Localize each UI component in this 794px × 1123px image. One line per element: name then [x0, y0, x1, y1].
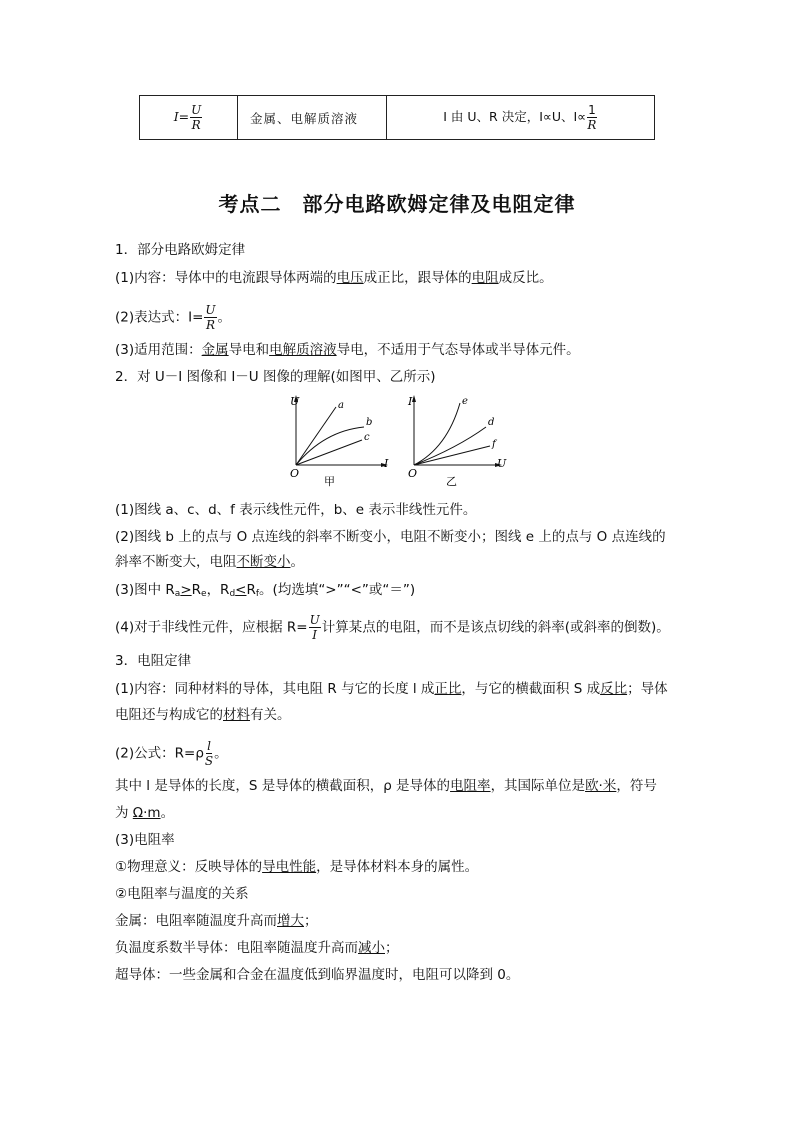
figure-caption: 甲	[324, 475, 335, 488]
text: ；	[385, 940, 399, 956]
curve-label-c: c	[364, 432, 370, 443]
s3-definition-2	[115, 803, 685, 823]
s3-temperature-heading: ②电阻率与温度的关系	[115, 886, 249, 902]
fraction-denominator: R	[587, 118, 597, 132]
x-axis-label: U	[497, 457, 507, 470]
answer-blank: >	[180, 582, 192, 598]
answer-blank: Ω·m	[132, 805, 161, 821]
s3-content-2	[115, 705, 685, 725]
description-cell	[387, 96, 655, 140]
text: 电阻还与构成它的	[115, 707, 223, 723]
summary-table	[139, 95, 655, 140]
s3-sub-heading: (3)电阻率	[115, 832, 175, 848]
text: ，与它的横截面积 S 成	[461, 681, 601, 697]
s3-content-1	[115, 679, 685, 699]
description-text: I 由 U、R 决定，I∝U、I∝	[443, 109, 587, 124]
s3-definition-1	[115, 776, 685, 796]
subscript: e	[201, 589, 207, 599]
text: ；导体	[627, 681, 668, 697]
text: R	[191, 582, 202, 598]
p4-fraction	[309, 614, 321, 641]
figure-yi	[402, 393, 514, 493]
text: (3)图中 R	[115, 582, 175, 598]
subscript: a	[174, 589, 181, 599]
s3-metal	[115, 911, 685, 931]
fraction-denominator: S	[204, 754, 214, 768]
text: ，是导体材料本身的属性。	[316, 859, 479, 875]
answer-blank: 电阻	[471, 270, 499, 286]
text: 成正比，跟导体的	[363, 270, 472, 286]
fraction-denominator: R	[205, 318, 215, 332]
arrow-icon	[412, 395, 416, 402]
answer-blank: <	[235, 582, 247, 598]
fraction-numerator: U	[205, 303, 216, 317]
formula-lhs: I=	[173, 109, 190, 124]
curve-d	[414, 427, 486, 465]
text: ，其国际单位是	[490, 778, 586, 794]
curve-b	[296, 427, 364, 465]
s2-p3	[115, 580, 685, 604]
answer-blank: 不断变小	[236, 554, 291, 570]
x-axis-label: I	[384, 457, 389, 470]
s2-heading: 2．对 U－I 图像和 I－U 图像的理解(如图甲、乙所示)	[115, 369, 436, 385]
s3-formula	[115, 740, 685, 767]
answer-blank: 材料	[223, 707, 250, 723]
fraction-denominator: R	[191, 118, 201, 132]
fraction-numerator: 1	[588, 103, 596, 117]
s3-superconductor: 超导体：一些金属和合金在温度低到临界温度时，电阻可以降到 0。	[115, 967, 520, 983]
formula-cell	[140, 96, 238, 140]
y-axis-label: U	[290, 395, 300, 408]
s2-p2b	[115, 552, 685, 572]
fraction-numerator: U	[191, 103, 202, 117]
description-fraction	[587, 104, 597, 131]
curve-label-f: f	[492, 439, 496, 450]
text: 成反比。	[498, 270, 553, 286]
s2-p2a: (2)图线 b 上的点与 O 点连线的斜率不断变小，电阻不断变小；图线 e 上的点与 O 点连线的	[115, 529, 666, 545]
answer-blank: 电阻率	[450, 778, 491, 794]
answer-blank: 减小	[358, 940, 385, 956]
answer-blank: 金属	[201, 342, 229, 358]
table-row	[140, 96, 655, 140]
s2-p4	[115, 614, 685, 641]
text: (2)公式：R=ρ	[115, 745, 204, 762]
text: 其中 l 是导体的长度，S 是导体的横截面积，ρ 是导体的	[115, 778, 451, 794]
text: ①物理意义：反映导体的	[115, 859, 263, 875]
origin-label: O	[408, 467, 418, 480]
formula-fraction	[205, 740, 213, 767]
curve-a	[296, 407, 336, 465]
figure-caption: 乙	[446, 475, 457, 488]
s3-heading: 3．电阻定律	[115, 653, 192, 669]
text: ，R	[206, 582, 230, 598]
text: 。	[160, 805, 175, 821]
text: 斜率不断变大，电阻	[115, 554, 237, 570]
expr-fraction	[204, 304, 216, 331]
text: 。	[217, 309, 232, 326]
formula-fraction	[190, 104, 202, 131]
text: 金属：电阻率随温度升高而	[115, 913, 277, 929]
answer-blank: 增大	[277, 913, 304, 929]
section-title: 考点二 部分电路欧姆定律及电阻定律	[218, 192, 576, 216]
text: 有关。	[250, 707, 291, 723]
curve-label-e: e	[462, 396, 468, 407]
text: 导电和	[228, 342, 270, 358]
text: (2)表达式：I=	[115, 309, 204, 326]
text: R	[246, 582, 256, 598]
scope-cell: 金属、电解质溶液	[238, 96, 387, 140]
curve-label-b: b	[366, 417, 373, 428]
text: (3)适用范围：	[115, 342, 202, 358]
answer-blank: 反比	[600, 681, 628, 697]
text: 导电，不适用于气态导体或半导体元件。	[336, 342, 580, 358]
curve-c	[296, 440, 362, 465]
fraction-numerator: U	[309, 613, 320, 627]
answer-blank: 电压	[336, 270, 364, 286]
text: 。	[290, 554, 304, 570]
s2-p1: (1)图线 a、c、d、f 表示线性元件，b、e 表示非线性元件。	[115, 502, 477, 518]
subscript: f	[255, 589, 260, 599]
s1-content	[115, 268, 685, 288]
text: 。(均选填“>”“<”或“＝”)	[259, 582, 416, 598]
answer-blank: 导电性能	[262, 859, 317, 875]
s1-expression	[115, 304, 685, 331]
figure-jia	[284, 393, 394, 493]
text: (1)内容：同种材料的导体，其电阻 R 与它的长度 l 成	[115, 681, 435, 697]
text: 。	[214, 745, 228, 762]
fraction-denominator: I	[312, 628, 318, 642]
y-axis-label: I	[408, 395, 413, 408]
answer-blank: 正比	[434, 681, 462, 697]
answer-blank: 欧·米	[585, 778, 617, 794]
curve-label-d: d	[488, 417, 495, 428]
subscript: d	[229, 589, 236, 599]
answer-blank: 电解质溶液	[269, 342, 337, 358]
s1-scope	[115, 340, 685, 360]
fraction-numerator: l	[207, 739, 211, 753]
text: ，符号	[616, 778, 657, 794]
text: (1)内容：导体中的电流跟导体两端的	[115, 270, 337, 286]
text: (4)对于非线性元件，应根据 R=	[115, 619, 308, 636]
origin-label: O	[290, 467, 300, 480]
curve-f	[414, 446, 490, 465]
s3-meaning	[115, 857, 685, 877]
s3-semiconductor	[115, 938, 685, 958]
s1-heading: 1．部分电路欧姆定律	[115, 242, 246, 258]
text: 为	[115, 805, 133, 821]
text: 负温度系数半导体：电阻率随温度升高而	[115, 940, 358, 956]
curve-label-a: a	[338, 400, 344, 411]
text: ；	[304, 913, 318, 929]
text: 计算某点的电阻，而不是该点切线的斜率(或斜率的倒数)。	[321, 619, 670, 636]
